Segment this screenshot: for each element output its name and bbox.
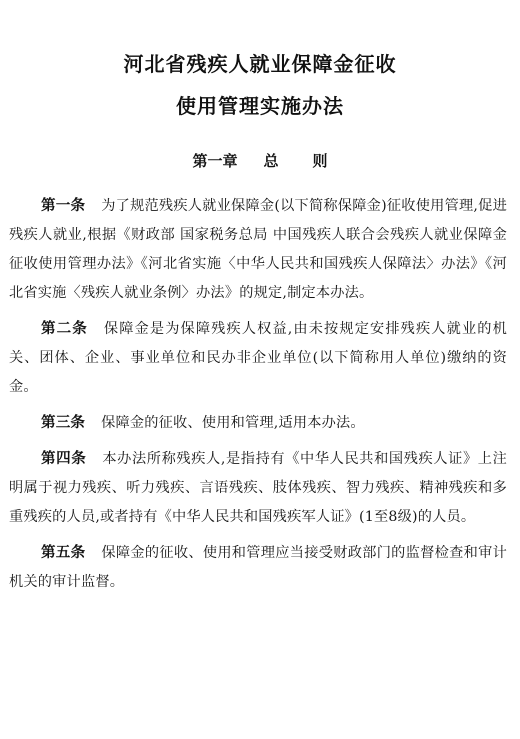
- chapter-title-char-2: 则: [312, 152, 328, 170]
- chapter-number: 第一章: [192, 152, 238, 170]
- articles-body: [9, 192, 507, 604]
- chapter-heading: [0, 150, 520, 171]
- article-text: 本办法所称残疾人,是指持有《中华人民共和国残疾人证》上注明属于视力残疾、听力残疾、言语残疾、肢体残疾、智力残疾、精神残疾和多重残疾的人员,或者持有《中华人民共和国残疾军人证》(1至8级)的人员。: [9, 451, 507, 525]
- article-3: [9, 409, 507, 438]
- article-text: 保障金是为保障残疾人权益,由未按规定安排残疾人就业的机关、团体、企业、事业单位和民办非企业单位(以下简称用人单位)缴纳的资金。: [9, 321, 507, 395]
- article-label: 第三条: [41, 415, 86, 431]
- article-5: [9, 539, 507, 597]
- chapter-title-char-1: 总: [263, 152, 279, 170]
- article-label: 第五条: [41, 545, 86, 561]
- article-text: 保障金的征收、使用和管理,适用本办法。: [101, 415, 365, 431]
- article-label: 第二条: [41, 321, 88, 337]
- article-label: 第一条: [41, 198, 86, 214]
- document-title-line-1: 河北省残疾人就业保障金征收: [123, 52, 397, 76]
- article-1: [9, 192, 507, 308]
- article-4: [9, 445, 507, 532]
- article-text: 为了规范残疾人就业保障金(以下简称保障金)征收使用管理,促进残疾人就业,根据《财政部 国家税务总局 中国残疾人联合会残疾人就业保障金征收使用管理办法》《河北省实施〈中华人民共和国残疾人保障法〉办法》《河北省实施〈残疾人就业条例〉办法》的规定,制定本办法。: [9, 198, 507, 301]
- document-title-line-2: 使用管理实施办法: [176, 94, 344, 118]
- article-label: 第四条: [41, 451, 87, 467]
- article-2: [9, 315, 507, 402]
- article-text: 保障金的征收、使用和管理应当接受财政部门的监督检查和审计机关的审计监督。: [9, 545, 507, 590]
